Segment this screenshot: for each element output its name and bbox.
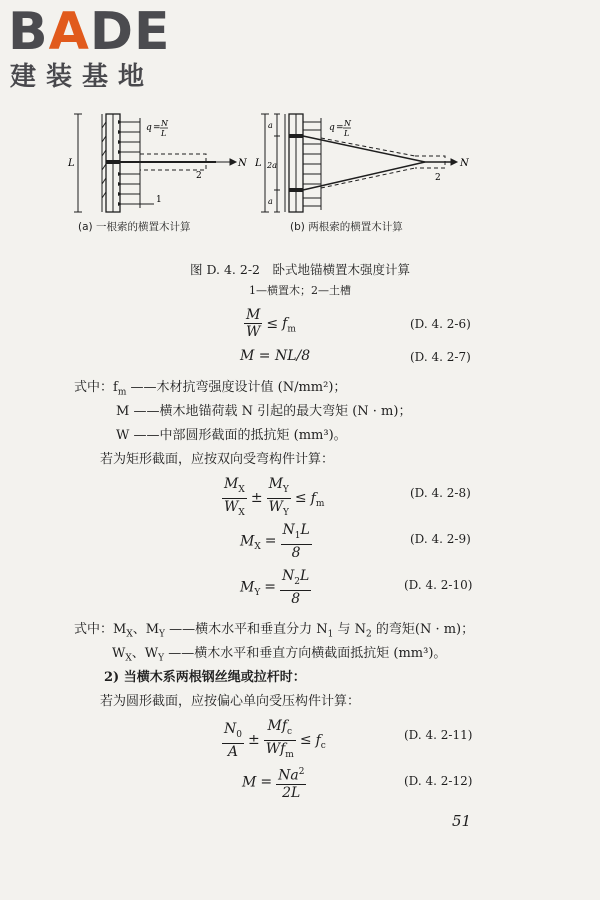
figure-legend: 1—横置木；2—土槽 — [249, 284, 351, 297]
equation-d4-2-8: $\frac{M_X}{W_X}$ ± $\frac{M_Y}{W_Y}$ ≤ $f_m$ (D. 4. 2-8) — [224, 476, 471, 518]
definition-MX-MY: 式中：$M_X$、$M_Y$ ——横木水平和垂直分力 $N_1$ 与 $N_2$ 的弯矩(N · m)； — [74, 622, 475, 640]
label-1: 1 — [156, 195, 162, 205]
definition-WX-WY: $W_X$、$W_Y$ ——横木水平和垂直方向横截面抵抗矩 (mm³)。 — [112, 646, 447, 664]
label-b-N: N — [460, 158, 469, 169]
sub-caption-b: (b) 两根索的横置木计算 — [290, 221, 403, 233]
logo-subtitle: 建装基地 — [10, 62, 155, 92]
label-q-N: N — [161, 119, 168, 128]
figure-title: 图 D. 4. 2-2 卧式地锚横置木强度计算 — [189, 262, 411, 277]
page-number: 51 — [452, 812, 472, 830]
definition-W: W ——中部圆形截面的抵抗矩 (mm³)。 — [116, 428, 347, 443]
figure-b-diagram — [255, 108, 485, 218]
label-b-L: L — [255, 158, 262, 169]
item-2-heading: 2) 当横木系两根钢丝绳或拉杆时： — [104, 670, 306, 685]
label-b-q: q — [329, 123, 335, 133]
bade-logo — [8, 2, 178, 98]
equation-number-6: (D. 4. 2-6) — [410, 317, 471, 331]
label-b-2a: 2a — [267, 161, 277, 170]
equation-d4-2-11: $\frac{N_0}{A}$ ± $\frac{Mf_c}{Wf_m}$ ≤ $f_c$ (D. 4. 2-11) — [224, 718, 473, 760]
equation-number-9: (D. 4. 2-9) — [410, 532, 471, 546]
label-q-eq: = — [153, 123, 161, 133]
figure-a-diagram — [66, 108, 266, 218]
equation-d4-2-6: $\frac{M}{W}$ ≤ $f_m$ (D. 4. 2-6) — [246, 307, 471, 340]
label-b-a-top: a — [268, 121, 273, 130]
rect-section-note: 若为矩形截面，应按双向受弯构件计算： — [100, 452, 335, 467]
label-b-q-eq: = — [336, 123, 344, 133]
label-q: q — [146, 123, 152, 133]
equation-number-8: (D. 4. 2-8) — [410, 486, 471, 500]
equation-d4-2-9: $M_X$ = $\frac{N_1L}{8}$ (D. 4. 2-9) — [240, 522, 471, 561]
label-N: N — [238, 158, 247, 169]
label-b-2: 2 — [435, 173, 441, 183]
sub-caption-a: (a) 一根索的横置木计算 — [78, 221, 191, 233]
circle-section-note: 若为圆形截面，应按偏心单向受压构件计算： — [100, 694, 361, 709]
label-q-L: L — [161, 129, 167, 138]
equation-number-11: (D. 4. 2-11) — [404, 728, 473, 742]
equation-number-12: (D. 4. 2-12) — [404, 774, 473, 788]
label-2: 2 — [196, 171, 202, 181]
equation-d4-2-7: M = NL/8 (D. 4. 2-7) — [240, 348, 471, 364]
equation-d4-2-10: $M_Y$ = $\frac{N_2L}{8}$ (D. 4. 2-10) — [240, 568, 473, 607]
equation-d4-2-12: M = $\frac{Na^2}{2L}$ (D. 4. 2-12) — [0, 762, 600, 802]
equation-number-10: (D. 4. 2-10) — [404, 578, 473, 592]
label-b-a-bottom: a — [268, 197, 273, 206]
label-b-q-L: L — [344, 129, 350, 138]
label-b-q-N: N — [344, 119, 351, 128]
equation-number-7: (D. 4. 2-7) — [410, 350, 471, 364]
label-L: L — [68, 158, 75, 169]
definition-M: M ——横木地锚荷载 N 引起的最大弯矩 (N · m)； — [116, 404, 412, 419]
definition-fm: 式中：$f_m$ ——木材抗弯强度设计值 (N/mm²)； — [74, 380, 347, 398]
logo-wordmark: BADE — [8, 2, 171, 62]
